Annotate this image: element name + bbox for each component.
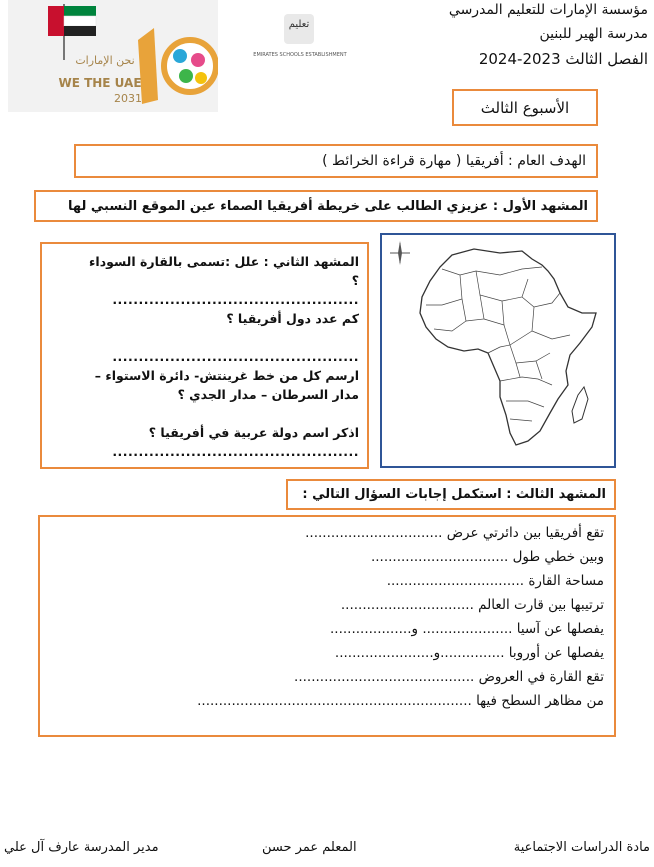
school-name: مدرسة الهير للبنين bbox=[539, 26, 648, 42]
fill-in-row[interactable]: من مظاهر السطح فيها ................................................................ bbox=[197, 693, 604, 709]
compass-icon bbox=[390, 241, 410, 265]
answer-line[interactable]: ............................................... bbox=[112, 292, 359, 307]
fill-in-row[interactable]: يفصلها عن آسيا ..................... و................... bbox=[329, 621, 604, 637]
scene-two-box bbox=[40, 242, 369, 469]
subject-signature: مادة الدراسات الاجتماعية bbox=[513, 840, 650, 855]
scene-three-heading-box bbox=[286, 479, 616, 510]
scene-two-line: كم عدد دول أفريقيا ؟ bbox=[226, 311, 359, 326]
fill-in-row[interactable]: مساحة القارة ................................ bbox=[386, 573, 604, 589]
we-the-uae-logo bbox=[8, 0, 218, 112]
taleem-arabic-text: تعليم bbox=[288, 19, 310, 30]
scene-two-line bbox=[48, 328, 359, 347]
scene-two-line: ؟ bbox=[351, 273, 359, 288]
fill-in-row[interactable]: تقع القارة في العروض .......................................... bbox=[294, 669, 604, 685]
teacher-signature: المعلم عمر حسن bbox=[262, 840, 357, 855]
scene-three-heading: المشهد الثالث : استكمل إجابات السؤال التالي : bbox=[302, 487, 606, 502]
uae-year-text: 2031 bbox=[114, 92, 142, 105]
answer-line[interactable]: ............................................... bbox=[112, 444, 359, 459]
scene-two-line: المشهد الثاني : علل :تسمى بالقارة السوداء bbox=[89, 254, 359, 269]
principal-signature: مدير المدرسة عارف آل علي bbox=[4, 840, 159, 855]
uae-english-text: WE THE UAE bbox=[58, 76, 142, 90]
general-goal-text: الهدف العام : أفريقيا ( مهارة قراءة الخرائط ) bbox=[322, 153, 586, 169]
fill-in-row[interactable]: وبين خطي طول ................................ bbox=[370, 549, 604, 565]
scene-one-text: المشهد الأول : عزيزي الطالب على خريطة أفريقيا الصماء عين الموقع النسبي لها bbox=[67, 198, 588, 214]
scene-two-line: مدار السرطان – مدار الجدي ؟ bbox=[177, 387, 359, 402]
term-label: الفصل الثالث 2023-2024 bbox=[478, 50, 648, 68]
scene-two-line: اذكر اسم دولة عربية في أفريقيا ؟ bbox=[148, 425, 359, 440]
uae-arabic-text: نحن الإمارات bbox=[75, 54, 135, 67]
week-box bbox=[452, 89, 598, 126]
scene-two-line bbox=[48, 404, 359, 423]
fill-in-row[interactable]: يفصلها عن أوروبا ...............و....................... bbox=[334, 645, 604, 661]
africa-blank-map bbox=[380, 233, 616, 468]
answer-line[interactable]: ............................................... bbox=[112, 349, 359, 364]
scene-two-line: ارسم كل من خط غرينتش- دائرة الاستواء – bbox=[94, 368, 359, 383]
scene-three-box bbox=[38, 515, 616, 737]
fill-in-row[interactable]: ترتيبها بين قارت العالم ............................... bbox=[340, 597, 604, 613]
scene-one-box bbox=[34, 190, 598, 222]
week-label: الأسبوع الثالث bbox=[480, 98, 570, 117]
taleem-english-text: EMIRATES SCHOOLS ESTABLISHMENT bbox=[253, 52, 347, 58]
organization-name: مؤسسة الإمارات للتعليم المدرسي bbox=[448, 2, 648, 18]
taleem-logo bbox=[246, 14, 354, 70]
fill-in-row[interactable]: تقع أفريقيا بين دائرتي عرض ................................ bbox=[305, 525, 604, 541]
general-goal-box bbox=[74, 144, 598, 178]
